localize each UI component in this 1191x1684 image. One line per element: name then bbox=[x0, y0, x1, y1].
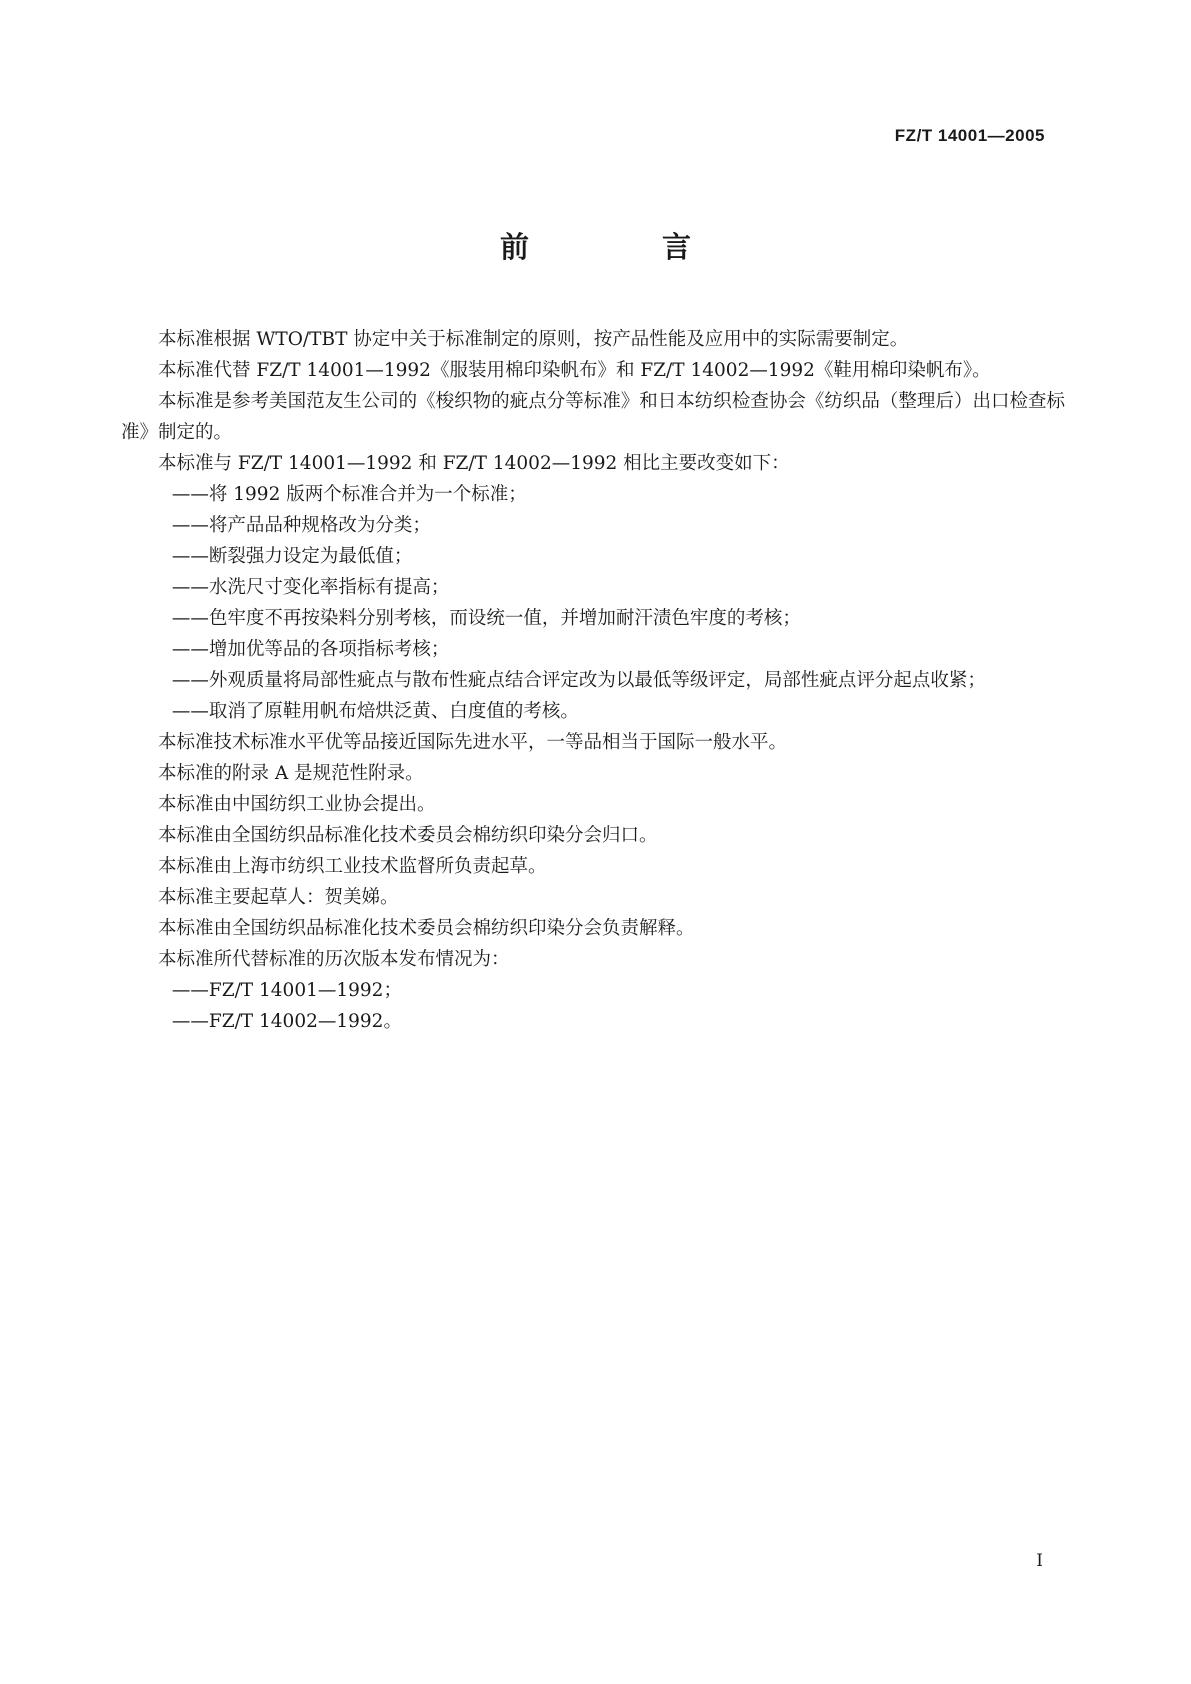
foreword-paragraph: 本标准根据 WTO/TBT 协定中关于标准制定的原则，按产品性能及应用中的实际需要制定。 bbox=[158, 329, 909, 350]
foreword-paragraph: 本标准所代替标准的历次版本发布情况为： bbox=[158, 949, 510, 970]
change-list-item: ——断裂强力设定为最低值； bbox=[171, 546, 413, 567]
foreword-paragraph: 本标准由中国纺织工业协会提出。 bbox=[158, 794, 436, 815]
foreword-paragraph: 本标准代替 FZ/T 14001—1992《服装用棉印染帆布》和 FZ/T 14002—1992《鞋用棉印染帆布》。 bbox=[158, 360, 991, 381]
change-list-item: ——水洗尺寸变化率指标有提高； bbox=[171, 577, 450, 598]
foreword-paragraph: 本标准与 FZ/T 14001—1992 和 FZ/T 14002—1992 相比主要改变如下： bbox=[158, 453, 790, 474]
replaced-standard-item: ——FZ/T 14001—1992； bbox=[171, 980, 402, 1001]
foreword-paragraph: 本标准是参考美国范友生公司的《梭织物的疵点分等标准》和日本纺织检查协会《纺织品（整理后）出口检查标准》制定的。 bbox=[121, 391, 1065, 443]
foreword-paragraph: 本标准由上海市纺织工业技术监督所负责起草。 bbox=[158, 856, 547, 877]
foreword-body bbox=[121, 324, 1065, 1037]
foreword-paragraph: 本标准由全国纺织品标准化技术委员会棉纺织印染分会负责解释。 bbox=[158, 918, 695, 939]
foreword-paragraph: 本标准技术标准水平优等品接近国际先进水平，一等品相当于国际一般水平。 bbox=[158, 732, 788, 753]
change-list-item: ——将产品品种规格改为分类； bbox=[171, 515, 431, 536]
standard-code: FZ/T 14001—2005 bbox=[894, 126, 1045, 145]
change-list-item: ——取消了原鞋用帆布焙烘泛黄、白度值的考核。 bbox=[171, 701, 579, 722]
page-number: I bbox=[1036, 1551, 1043, 1571]
change-list-item: ——将 1992 版两个标准合并为一个标准； bbox=[171, 484, 527, 505]
replaced-standard-item: ——FZ/T 14002—1992。 bbox=[171, 1011, 402, 1032]
change-list-item: ——外观质量将局部性疵点与散布性疵点结合评定改为以最低等级评定，局部性疵点评分起点收紧； bbox=[171, 670, 986, 691]
change-list-item: ——增加优等品的各项指标考核； bbox=[171, 639, 450, 660]
foreword-paragraph: 本标准由全国纺织品标准化技术委员会棉纺织印染分会归口。 bbox=[158, 825, 658, 846]
foreword-paragraph: 本标准的附录 A 是规范性附录。 bbox=[158, 763, 424, 784]
page-title: 前 言 bbox=[499, 230, 743, 264]
change-list-item: ——色牢度不再按染料分别考核，而设统一值，并增加耐汗渍色牢度的考核； bbox=[171, 608, 801, 629]
foreword-paragraph: 本标准主要起草人：贺美娣。 bbox=[158, 887, 399, 908]
